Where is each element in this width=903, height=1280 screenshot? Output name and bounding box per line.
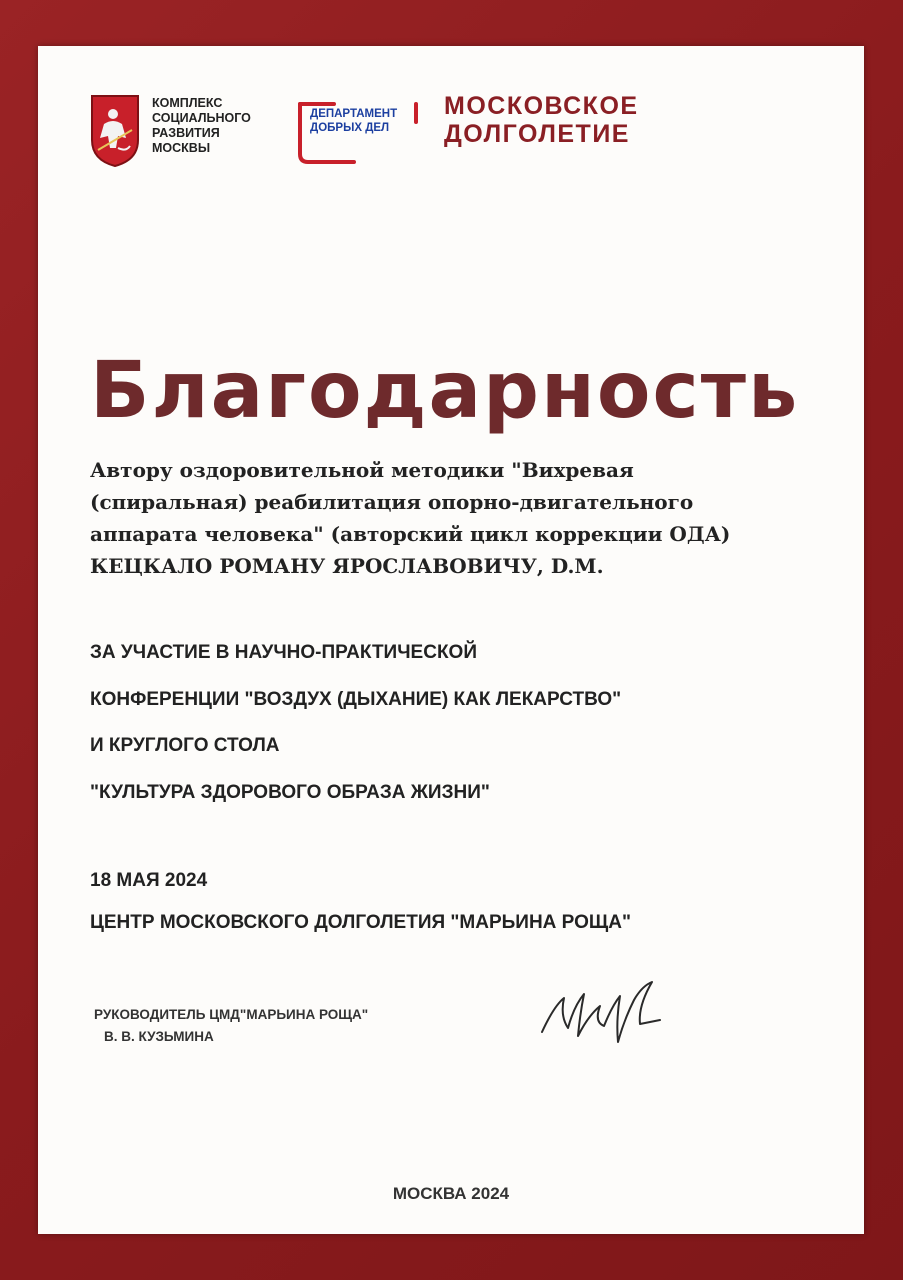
- md-logo-line-1: МОСКОВСКОЕ: [444, 92, 639, 120]
- participation-block: [90, 630, 621, 816]
- recipient-name: КЕЦКАЛО РОМАНУ ЯРОСЛАВОВИЧУ, D.M.: [90, 554, 604, 578]
- certificate-paper: [38, 46, 864, 1234]
- participation-line: ЗА УЧАСТИЕ В НАУЧНО-ПРАКТИЧЕСКОЙ: [90, 642, 477, 663]
- recipient-line: (спиральная) реабилитация опорно-двигательного: [90, 490, 694, 514]
- moscow-coat-of-arms-icon: [88, 94, 142, 168]
- participation-line: КОНФЕРЕНЦИИ "ВОЗДУХ (ДЫХАНИЕ) КАК ЛЕКАРСТВО": [90, 688, 622, 710]
- certificate-title: Благодарность: [90, 346, 800, 436]
- signer-name: В. В. КУЗЬМИНА: [104, 1029, 214, 1044]
- signer-block: [94, 1004, 368, 1048]
- signer-title: РУКОВОДИТЕЛЬ ЦМД"МАРЬИНА РОЩА": [94, 1007, 369, 1022]
- event-date: 18 МАЯ 2024: [90, 870, 208, 891]
- recipient-line: Автору оздоровительной методики "Вихревая: [90, 458, 634, 482]
- participation-line: И КРУГЛОГО СТОЛА: [90, 735, 280, 756]
- footer-city-year: МОСКВА 2024: [392, 1184, 510, 1203]
- participation-line: "КУЛЬТУРА ЗДОРОВОГО ОБРАЗА ЖИЗНИ": [90, 781, 490, 803]
- recipient-block: [90, 454, 730, 582]
- md-logo-line-2: ДОЛГОЛЕТИЕ: [444, 120, 630, 148]
- ddd-logo-line-2: ДОБРЫХ ДЕЛ: [310, 122, 390, 134]
- ddd-logo-line-1: ДЕПАРТАМЕНТ: [310, 108, 398, 120]
- ksr-logo-text: КОМПЛЕКС СОЦИАЛЬНОГО РАЗВИТИЯ МОСКВЫ: [152, 96, 251, 155]
- handwritten-signature-icon: [534, 976, 684, 1046]
- event-place: ЦЕНТР МОСКОВСКОГО ДОЛГОЛЕТИЯ "МАРЬИНА РОЩА": [90, 912, 631, 933]
- recipient-line: аппарата человека" (авторский цикл коррекции ОДА): [90, 522, 731, 546]
- date-place-block: [90, 860, 631, 944]
